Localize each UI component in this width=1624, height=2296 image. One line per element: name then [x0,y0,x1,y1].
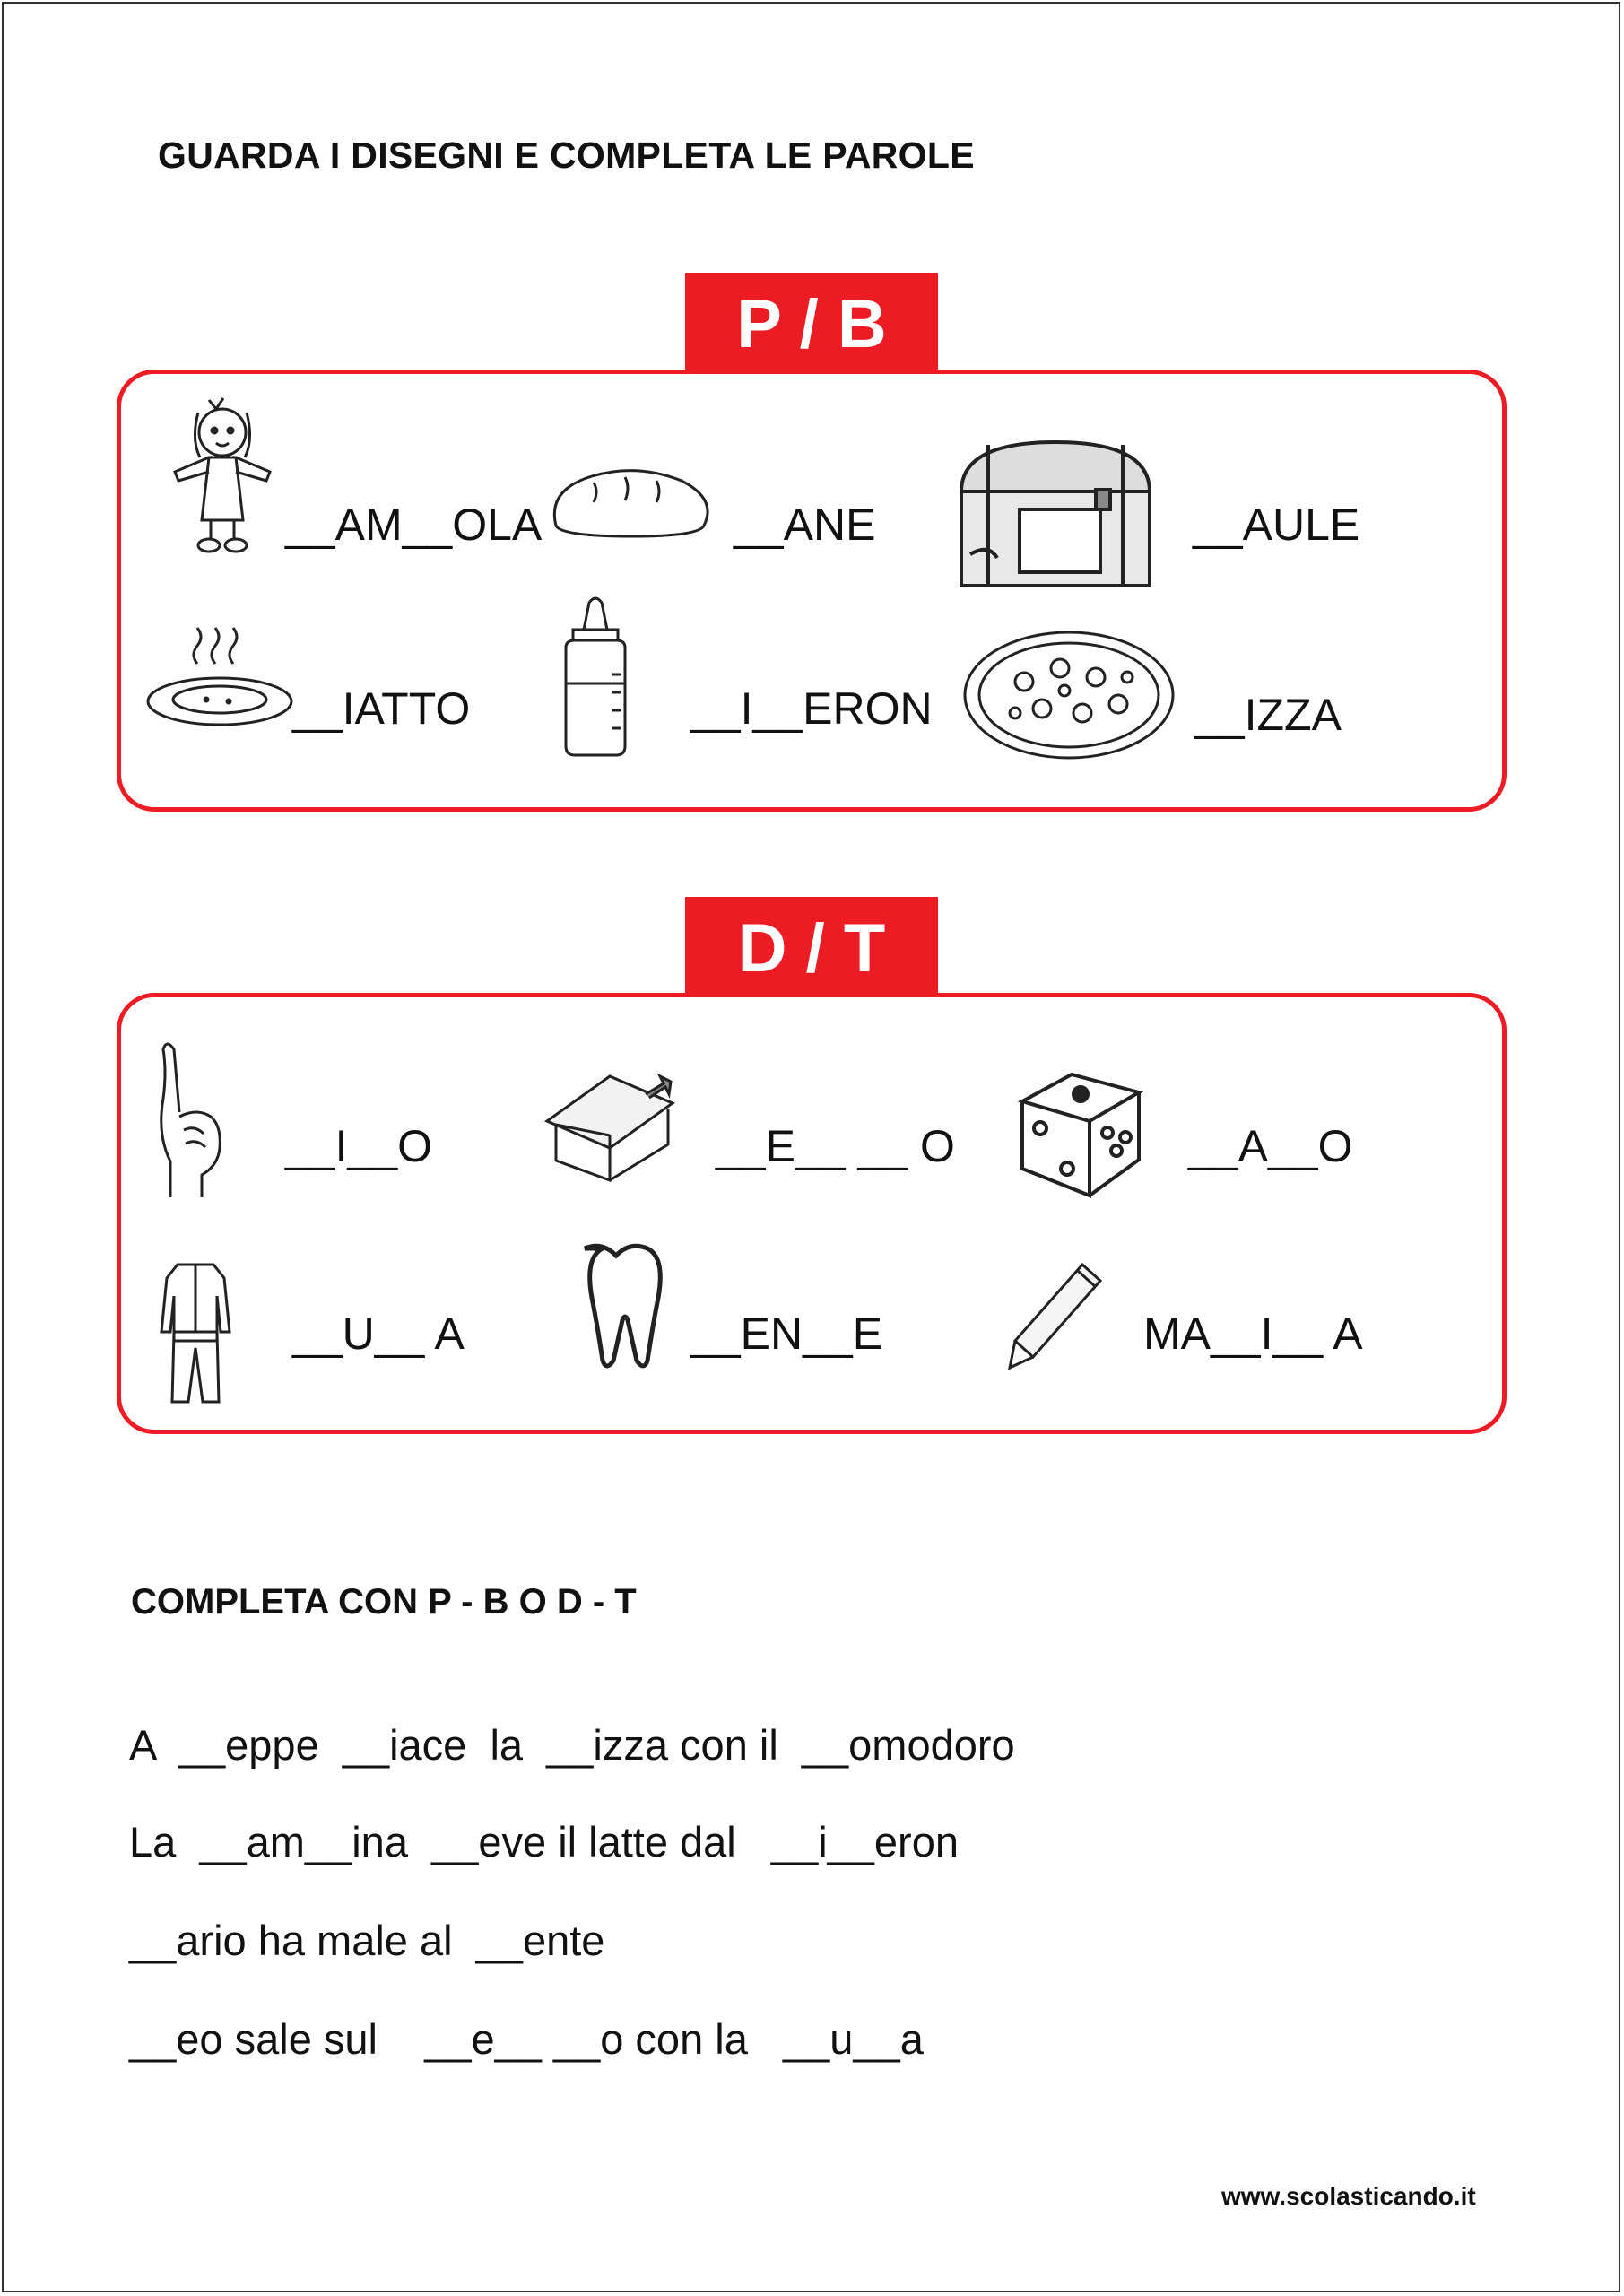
word-baule: __AULE [1193,500,1360,550]
section-pb-box [117,370,1507,812]
word-dito: __I__O [285,1121,433,1171]
word-pizza: __IZZA [1194,690,1342,740]
pizza-icon [961,628,1177,767]
soup-plate-icon [143,628,296,740]
section-dt-box [117,993,1507,1434]
finger-icon [148,1036,229,1206]
word-dado: __A__O [1188,1121,1353,1171]
section-pb-label: P / B [685,273,938,371]
tooth-icon [567,1239,665,1374]
bread-icon [549,463,715,548]
sentence-2: La __am__ina __eve il latte dal __i__eron [129,1818,959,1866]
word-pane: __ANE [734,500,876,550]
word-dente: __EN__E [690,1309,883,1359]
tracksuit-icon [160,1256,231,1413]
pencil-icon [1006,1260,1105,1377]
page-title: GUARDA I DISEGNI E COMPLETA LE PAROLE [158,135,975,176]
treasure-chest-icon [952,438,1154,599]
exercise-subtitle: COMPLETA CON P - B O D - T [131,1582,637,1622]
word-tetto: __E__ __ O [716,1121,955,1171]
doll-icon [164,393,281,559]
section-dt-label: D / T [685,897,938,996]
word-matita: MA__I__ A [1143,1309,1363,1359]
dice-icon [1013,1065,1148,1205]
footer-website: www.scolasticando.it [1221,2182,1476,2210]
word-pamdola: __AM__OLA [285,500,543,550]
baby-bottle-icon [553,594,638,764]
roof-icon [538,1067,690,1188]
sentence-1: A __eppe __iace la __izza con il __omodoro [129,1721,1015,1769]
word-tuta: __U__ A [292,1309,465,1359]
word-piatto: __IATTO [292,683,471,734]
word-biberon: __I__ERON [690,683,933,734]
sentence-4: __eo sale sul __e__ __o con la __u__a [129,2015,924,2063]
sentence-3: __ario ha male al __ente [129,1917,605,1964]
